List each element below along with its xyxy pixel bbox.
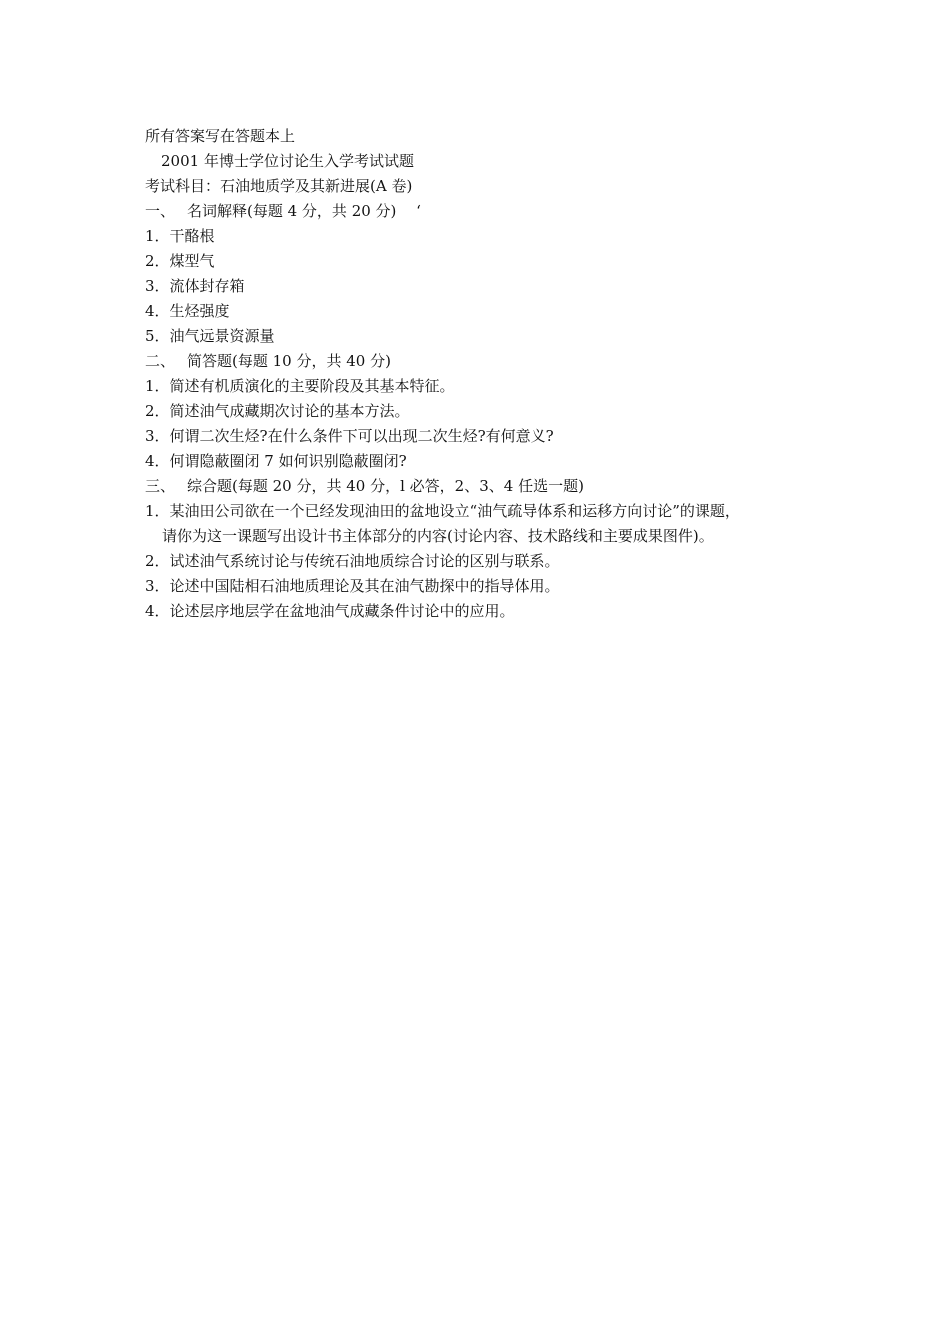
question-item-continuation: 请你为这一课题写出设计书主体部分的内容(讨论内容、技术路线和主要成果图件)。 bbox=[162, 527, 714, 545]
section-number: 一、 bbox=[145, 202, 176, 220]
section-title: 名词解释(每题 4 分，共 20 分) ‘ bbox=[187, 202, 421, 220]
section-title: 综合题(每题 20 分，共 40 分，l 必答，2、3、4 任选一题) bbox=[187, 477, 584, 495]
section-heading bbox=[145, 199, 845, 224]
question-item: 2．煤型气 bbox=[145, 252, 215, 270]
question-item: 2．简述油气成藏期次讨论的基本方法。 bbox=[145, 402, 410, 420]
exam-title: 2001 年博士学位讨论生入学考试试题 bbox=[161, 152, 414, 170]
question-item: 2．试述油气系统讨论与传统石油地质综合讨论的区别与联系。 bbox=[145, 552, 560, 570]
question-item: 5．油气远景资源量 bbox=[145, 327, 275, 345]
question-item: 3．论述中国陆相石油地质理论及其在油气勘探中的指导体用。 bbox=[145, 577, 560, 595]
question-item: 4．论述层序地层学在盆地油气成藏条件讨论中的应用。 bbox=[145, 602, 515, 620]
section-heading bbox=[145, 474, 845, 499]
question-item: 1．某油田公司欲在一个已经发现油田的盆地设立“油气疏导体系和运移方向讨论”的课题， bbox=[145, 502, 740, 520]
question-item: 3．流体封存箱 bbox=[145, 277, 245, 295]
question-item: 1．干酪根 bbox=[145, 227, 215, 245]
question-item: 4．何谓隐蔽圈闭 7 如何识别隐蔽圈闭? bbox=[145, 452, 407, 470]
question-item: 4．生烃强度 bbox=[145, 302, 230, 320]
exam-subject: 考试科目：石油地质学及其新进展(A 卷) bbox=[145, 177, 413, 195]
exam-document bbox=[145, 124, 845, 624]
section-title: 简答题(每题 10 分，共 40 分) bbox=[187, 352, 391, 370]
section-heading bbox=[145, 349, 845, 374]
section-number: 二、 bbox=[145, 352, 176, 370]
question-item: 1．简述有机质演化的主要阶段及其基本特征。 bbox=[145, 377, 455, 395]
section-number: 三、 bbox=[145, 477, 176, 495]
answer-instruction: 所有答案写在答题本上 bbox=[145, 127, 296, 145]
question-item: 3．何谓二次生烃?在什么条件下可以出现二次生烃?有何意义? bbox=[145, 427, 554, 445]
